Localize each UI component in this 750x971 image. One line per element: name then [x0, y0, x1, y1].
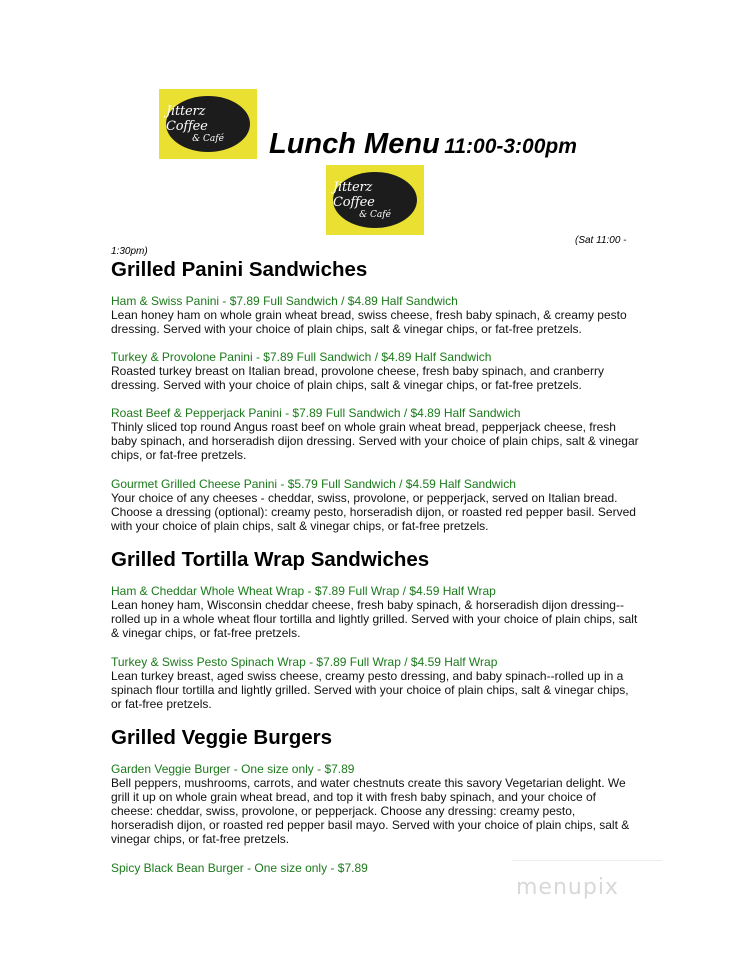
section-heading: Grilled Tortilla Wrap Sandwiches [111, 548, 430, 571]
watermark: menupix [516, 875, 619, 900]
logo-text-line1: Jitterz Coffee [166, 104, 208, 134]
menu-hours: 11:00-3:00pm [444, 135, 577, 158]
cafe-logo [159, 89, 257, 159]
section-heading: Grilled Veggie Burgers [111, 726, 333, 749]
menu-item [111, 861, 641, 875]
menu-item-name: Garden Veggie Burger - One size only - $7.89 [111, 762, 355, 776]
menu-item-desc: Lean honey ham on whole grain wheat bread, swiss cheese, fresh baby spinach, & creamy pesto dressing. Served with your choice of plain chips, salt & vinegar chips, or fat-free pretzels. [111, 308, 627, 336]
logo-text-line1: Jitterz Coffee [333, 180, 375, 210]
menu-item-desc: Roasted turkey breast on Italian bread, provolone cheese, fresh baby spinach, and cranberry dressing. Served with your choice of plain chips, salt & vinegar chips, or fat-free pretzels. [111, 364, 604, 392]
menu-title: Lunch Menu [269, 128, 440, 160]
logo-oval [166, 96, 250, 152]
menu-item [111, 406, 641, 462]
watermark-divider [512, 860, 662, 861]
section-heading: Grilled Panini Sandwiches [111, 258, 368, 281]
menu-item-name: Gourmet Grilled Cheese Panini - $5.79 Full Sandwich / $4.59 Half Sandwich [111, 477, 516, 491]
saturday-hours-note-cont: 1:30pm) [111, 246, 148, 257]
menu-item-name: Turkey & Swiss Pesto Spinach Wrap - $7.89 Full Wrap / $4.59 Half Wrap [111, 655, 498, 669]
logo-oval [333, 172, 417, 228]
menu-item-desc: Lean honey ham, Wisconsin cheddar cheese, fresh baby spinach, & horseradish dijon dressing--rolled up in a whole wheat flour tortilla and lightly grilled. Served with your choice of plain chips, salt & vinegar chips, or fat-free pretzels. [111, 598, 638, 640]
menu-item-name: Turkey & Provolone Panini - $7.89 Full Sandwich / $4.89 Half Sandwich [111, 350, 492, 364]
menu-item-desc: Lean turkey breast, aged swiss cheese, creamy pesto dressing, and baby spinach--rolled up in a spinach flour tortilla and lightly grilled. Served with your choice of plain chips, salt & vinegar chips, or fat-free pretzels. [111, 669, 629, 711]
menu-item [111, 294, 641, 336]
logo-text-line2: & Café [192, 134, 224, 144]
menu-item-desc: Bell peppers, mushrooms, carrots, and water chestnuts create this savory Vegetarian delight. We grill it up on whole grain wheat bread, and top it with fresh baby spinach, and your choice of cheese: cheddar, swiss, provolone, or pepperjack. Choose any dressing: creamy pesto, horseradish dijon, or roasted red pepper basil mayo. Served with your choice of plain chips, salt & vinegar chips, or fat-free pretzels. [111, 776, 630, 846]
logo-text-line2: & Café [359, 210, 391, 220]
menu-item [111, 762, 641, 846]
menu-item-name: Roast Beef & Pepperjack Panini - $7.89 Full Sandwich / $4.89 Half Sandwich [111, 406, 521, 420]
menu-item-desc: Your choice of any cheeses - cheddar, swiss, provolone, or pepperjack, served on Italian bread. Choose a dressing (optional): creamy pesto, horseradish dijon, or roasted red pepper basil. Served with your choice of plain chips, salt & vinegar chips, or fat-free pretzels. [111, 491, 636, 533]
saturday-hours-note: (Sat 11:00 - [575, 235, 627, 246]
cafe-logo [326, 165, 424, 235]
page-title [269, 128, 577, 161]
menu-item-name: Ham & Swiss Panini - $7.89 Full Sandwich / $4.89 Half Sandwich [111, 294, 458, 308]
menu-item [111, 477, 641, 533]
menu-item [111, 584, 641, 640]
menu-item-name: Ham & Cheddar Whole Wheat Wrap - $7.89 Full Wrap / $4.59 Half Wrap [111, 584, 496, 598]
menu-item [111, 350, 641, 392]
menu-item-desc: Thinly sliced top round Angus roast beef on whole grain wheat bread, pepperjack cheese, fresh baby spinach, and horseradish dijon dressing. Served with your choice of plain chips, salt & vinegar chips, or fat-free pretzels. [111, 420, 639, 462]
menu-item [111, 655, 641, 711]
menu-item-name: Spicy Black Bean Burger - One size only - $7.89 [111, 861, 368, 875]
